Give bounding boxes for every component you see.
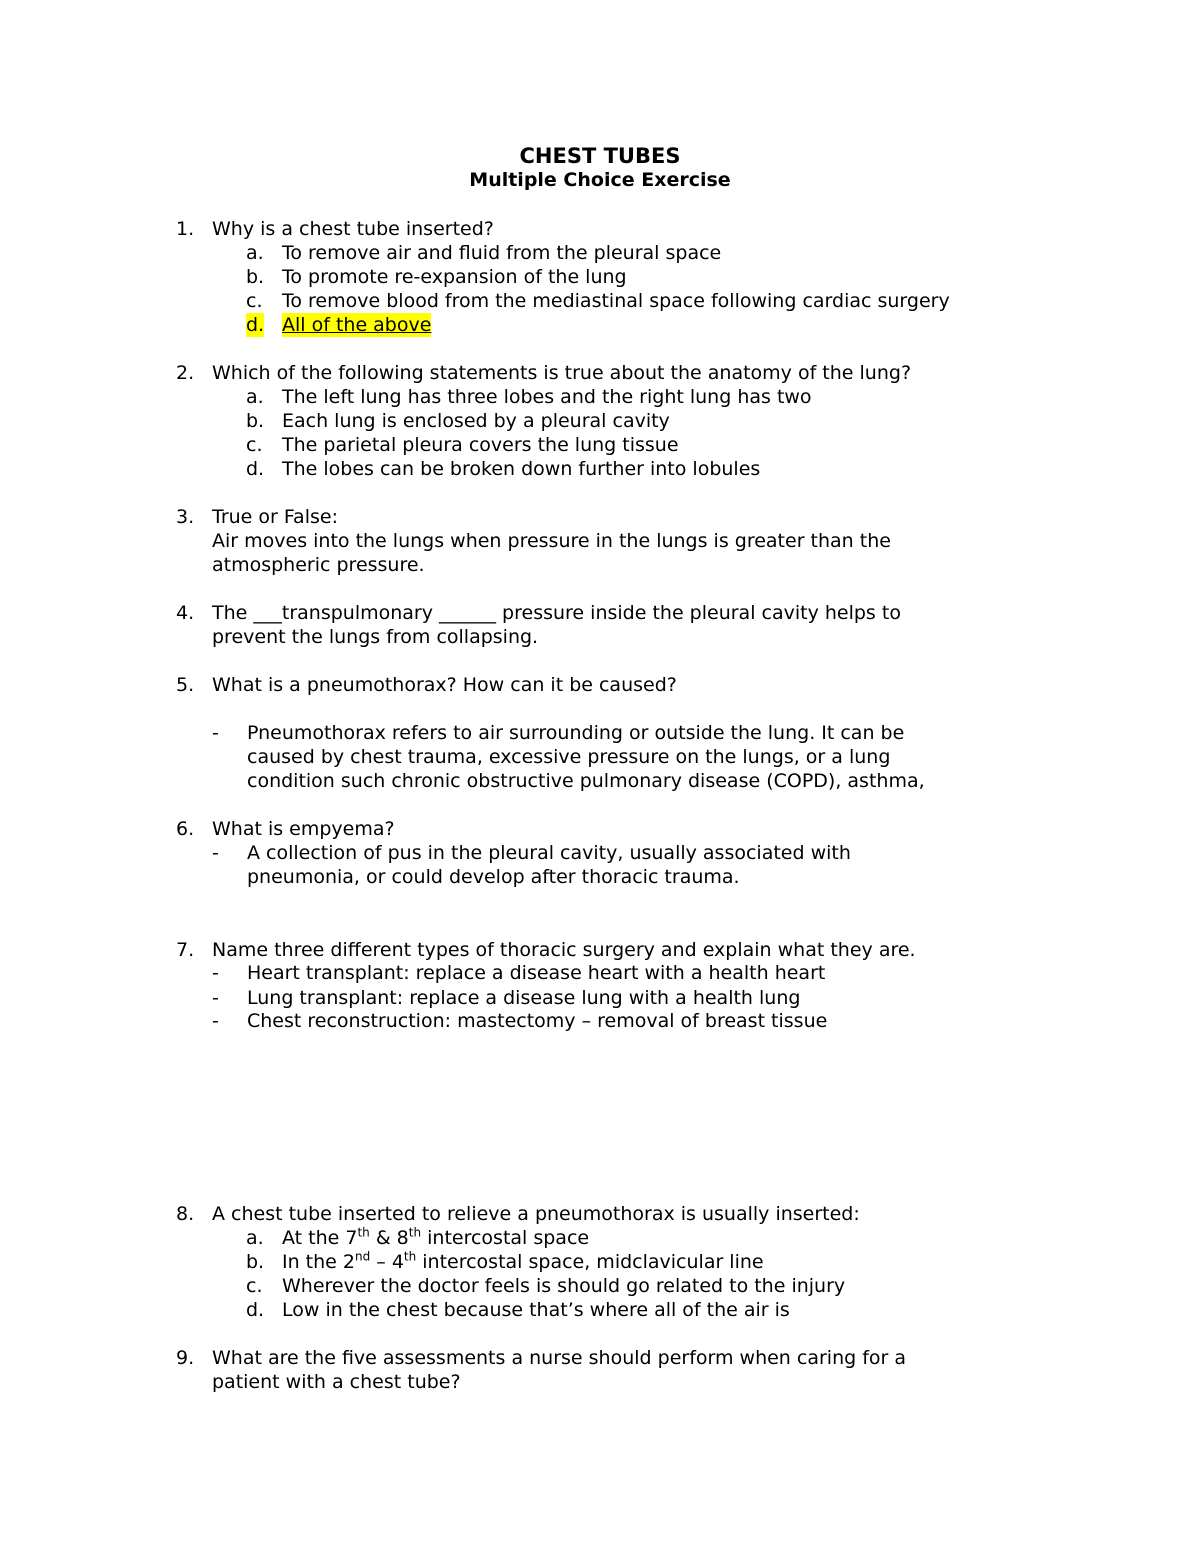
option-letter: c. bbox=[246, 290, 263, 312]
question-text: patient with a chest tube? bbox=[212, 1371, 461, 1393]
option-text-part: – 4 bbox=[370, 1251, 404, 1273]
question-text: The ___transpulmonary ______ pressure inside the pleural cavity helps to bbox=[212, 602, 901, 624]
option-letter: b. bbox=[246, 410, 265, 432]
option-text-part: In the 2 bbox=[282, 1251, 355, 1273]
question-text: atmospheric pressure. bbox=[212, 554, 425, 576]
ordinal-suffix: th bbox=[403, 1249, 417, 1264]
question-text: Why is a chest tube inserted? bbox=[212, 218, 494, 240]
option-letter: c. bbox=[246, 434, 263, 456]
option-text: To remove blood from the mediastinal space following cardiac surgery bbox=[282, 290, 950, 312]
option-text: The parietal pleura covers the lung tissue bbox=[282, 434, 679, 456]
ordinal-suffix: nd bbox=[355, 1249, 371, 1264]
document-subtitle: Multiple Choice Exercise bbox=[469, 169, 731, 191]
question-text: Name three different types of thoracic surgery and explain what they are. bbox=[212, 939, 916, 961]
option-letter: b. bbox=[246, 1251, 265, 1273]
correct-option-text: All of the above bbox=[282, 314, 432, 336]
option-letter: a. bbox=[246, 1227, 264, 1249]
document-title: CHEST TUBES bbox=[519, 144, 681, 168]
question-text: Which of the following statements is true about the anatomy of the lung? bbox=[212, 362, 912, 384]
answer-bullet: - bbox=[212, 962, 219, 984]
question-number: 3. bbox=[176, 506, 195, 528]
option-text: To remove air and fluid from the pleural space bbox=[282, 242, 722, 264]
answer-bullet: - bbox=[212, 987, 219, 1009]
option-text-part: intercostal space bbox=[421, 1227, 590, 1249]
question-text: What is empyema? bbox=[212, 818, 395, 840]
answer-bullet: - bbox=[212, 1010, 219, 1032]
ordinal-suffix: th bbox=[357, 1225, 370, 1240]
option-text: Wherever the doctor feels is should go related to the injury bbox=[282, 1275, 846, 1297]
question-number: 1. bbox=[176, 218, 195, 240]
option-text: The lobes can be broken down further into lobules bbox=[282, 458, 761, 480]
question-number: 9. bbox=[176, 1347, 195, 1369]
option-text: Each lung is enclosed by a pleural cavity bbox=[282, 410, 670, 432]
question-text: prevent the lungs from collapsing. bbox=[212, 626, 539, 648]
answer-text: A collection of pus in the pleural cavity, usually associated with bbox=[247, 842, 851, 864]
question-number: 8. bbox=[176, 1203, 195, 1225]
question-number: 7. bbox=[176, 939, 195, 961]
question-number: 6. bbox=[176, 818, 195, 840]
option-letter: a. bbox=[246, 386, 264, 408]
question-text: A chest tube inserted to relieve a pneumothorax is usually inserted: bbox=[212, 1203, 860, 1225]
answer-text: condition such chronic obstructive pulmonary disease (COPD), asthma, bbox=[247, 770, 925, 792]
option-letter: d. bbox=[246, 458, 265, 480]
option-letter: d. bbox=[246, 1299, 265, 1321]
option-text: To promote re-expansion of the lung bbox=[282, 266, 627, 288]
answer-bullet: - bbox=[212, 722, 219, 744]
option-text: Low in the chest because that’s where all of the air is bbox=[282, 1299, 790, 1321]
answer-bullet: - bbox=[212, 842, 219, 864]
correct-option-letter: d. bbox=[246, 314, 265, 336]
option-text: The left lung has three lobes and the right lung has two bbox=[282, 386, 812, 408]
option-text-part: & 8 bbox=[369, 1227, 409, 1249]
option-text-part: At the 7 bbox=[282, 1227, 358, 1249]
question-text: What are the five assessments a nurse should perform when caring for a bbox=[212, 1347, 907, 1369]
question-text: True or False: bbox=[212, 506, 338, 528]
question-text: What is a pneumothorax? How can it be caused? bbox=[212, 674, 677, 696]
ordinal-suffix: th bbox=[408, 1225, 422, 1240]
answer-text: Lung transplant: replace a disease lung with a health lung bbox=[247, 987, 801, 1009]
answer-text: Heart transplant: replace a disease heart with a health heart bbox=[247, 962, 826, 984]
option-letter: c. bbox=[246, 1275, 263, 1297]
option-text bbox=[282, 1250, 764, 1274]
answer-text: pneumonia, or could develop after thoracic trauma. bbox=[247, 866, 740, 888]
answer-text: caused by chest trauma, excessive pressure on the lungs, or a lung bbox=[247, 746, 891, 768]
question-text: Air moves into the lungs when pressure in the lungs is greater than the bbox=[212, 530, 891, 552]
option-text bbox=[282, 1226, 589, 1250]
option-letter: a. bbox=[246, 242, 264, 264]
answer-text: Pneumothorax refers to air surrounding or outside the lung. It can be bbox=[247, 722, 905, 744]
answer-text: Chest reconstruction: mastectomy – removal of breast tissue bbox=[247, 1010, 828, 1032]
question-number: 4. bbox=[176, 602, 195, 624]
question-number: 5. bbox=[176, 674, 195, 696]
option-letter: b. bbox=[246, 266, 265, 288]
question-number: 2. bbox=[176, 362, 195, 384]
option-text-part: intercostal space, midclavicular line bbox=[416, 1251, 764, 1273]
